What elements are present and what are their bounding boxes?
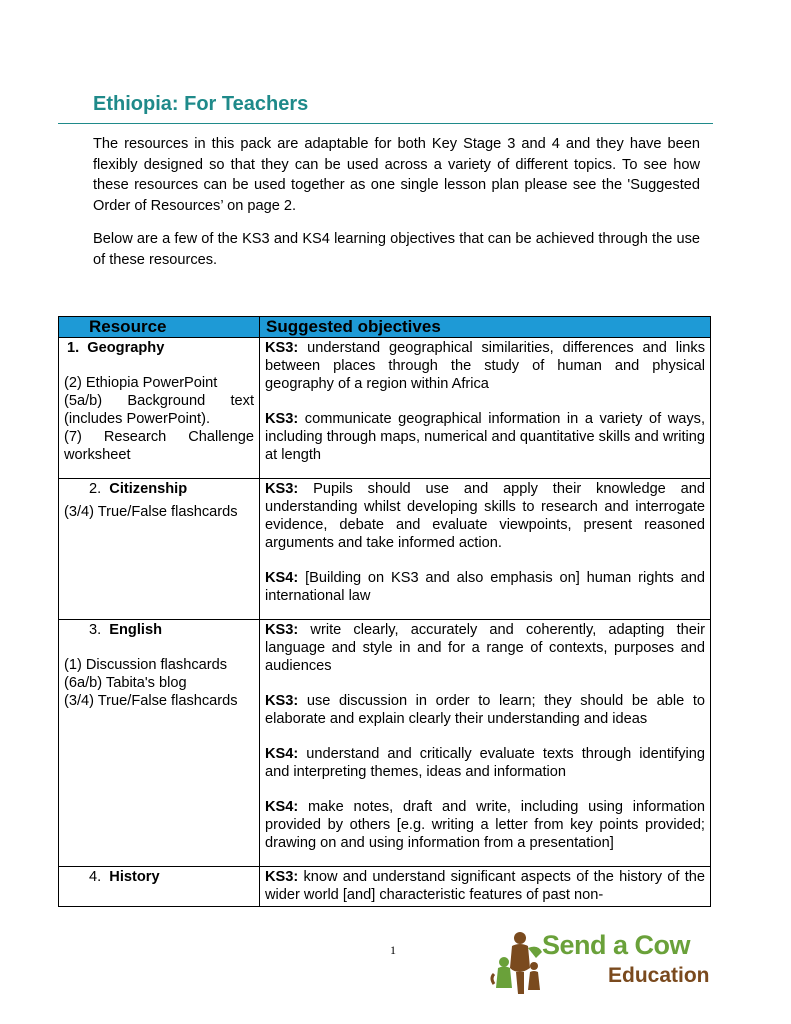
objective [265,569,705,605]
row-number: 3. [89,622,102,638]
objective [265,692,705,728]
resource-cell [59,479,260,620]
objectives-cell [260,338,711,479]
resource-cell [59,338,260,479]
objective [265,745,705,781]
subject-label: Citizenship [109,481,188,497]
resource-subject [64,480,254,498]
resource-subject [64,868,254,886]
resource-list [64,374,254,464]
objective-level: KS3: [265,693,299,709]
logo-figures-icon [490,928,550,998]
resource-item: (7) Research Challenge [64,429,254,445]
objective-text: write clearly, accurately and coherently, adapting their language and style in and for a range of contexts, purposes and audiences [265,622,705,674]
objective-level: KS4: [265,799,299,815]
resource-list [64,503,254,521]
intro-paragraph-2: Below are a few of the KS3 and KS4 learning objectives that can be achieved through the use of these resources. [93,231,700,268]
objective-level: KS4: [265,570,299,586]
resource-cell [59,620,260,867]
resource-item: worksheet [64,447,131,463]
row-number: 2. [89,481,102,497]
send-a-cow-logo [490,928,710,998]
resource-list [64,656,254,710]
objective [265,621,705,675]
header-resource: Resource [59,317,260,338]
objective-text: use discussion in order to learn; they should be able to elaborate and explain clearly their understanding and ideas [265,693,705,727]
resource-item: (3/4) True/False flashcards [64,504,238,520]
row-number: 4. [89,869,102,885]
objectives-table [58,316,711,907]
objective [265,480,705,552]
objective-level: KS3: [265,622,299,638]
objective [265,339,705,393]
row-number: 1. [67,340,80,356]
header-objectives: Suggested objectives [260,317,711,338]
resource-item: (5a/b) Background text [64,393,254,409]
table-row [59,867,711,907]
objective-text: [Building on KS3 and also emphasis on] human rights and international law [265,570,705,604]
objective-text: understand and critically evaluate texts through identifying and interpreting themes, ideas and information [265,746,705,780]
resource-item: (2) Ethiopia PowerPoint [64,375,218,391]
logo-line-2: Education [608,964,710,987]
page-title: Ethiopia: For Teachers [93,93,309,115]
objective-level: KS3: [265,340,299,356]
objectives-cell [260,479,711,620]
table-row [59,620,711,867]
resource-subject [64,339,254,357]
objectives-cell [260,620,711,867]
objective-level: KS3: [265,869,299,885]
objective-text: Pupils should use and apply their knowledge and understanding whilst developing skills to research and interrogate evidence, debate and evaluate viewpoints, present reasoned arguments and take informed action. [265,481,705,551]
objective-level: KS4: [265,746,299,762]
resource-cell [59,867,260,907]
objective [265,410,705,464]
objectives-cell [260,867,711,907]
resource-item: (includes PowerPoint). [64,411,211,427]
resource-item: (1) Discussion flashcards [64,657,228,673]
objective-text: make notes, draft and write, including using information provided by others [e.g. writing a letter from key points provided; drawing on and using information from a presentation] [265,799,705,851]
objective [265,798,705,852]
title-divider [58,123,713,124]
objective-text: communicate geographical information in a variety of ways, including through maps, numerical and quantitative skills and writing at length [265,411,705,463]
subject-label: English [109,622,162,638]
table-header-row [59,317,711,338]
subject-label: Geography [87,340,165,356]
objective [265,868,705,904]
objective-text: understand geographical similarities, differences and links between places through the study of human and physical geography of a region within Africa [265,340,705,392]
logo-line-1: Send a Cow [542,930,691,960]
intro-paragraph: The resources in this pack are adaptable for both Key Stage 3 and 4 and they have been flexibly designed so that they can be used across a variety of different topics. To see how these resources can be used together as one single lesson plan please see the 'Suggested Order of Resources’ on page 2. [93,136,700,214]
resource-item: (6a/b) Tabita's blog [64,675,187,691]
resource-subject [64,621,254,639]
subject-label: History [109,869,160,885]
resource-item: (3/4) True/False flashcards [64,693,238,709]
objective-text: know and understand significant aspects of the history of the wider world [and] characteristic features of past non- [265,869,705,903]
page-number: 1 [390,943,396,957]
table-row [59,479,711,620]
objective-level: KS3: [265,411,299,427]
table-row [59,338,711,479]
objective-level: KS3: [265,481,299,497]
